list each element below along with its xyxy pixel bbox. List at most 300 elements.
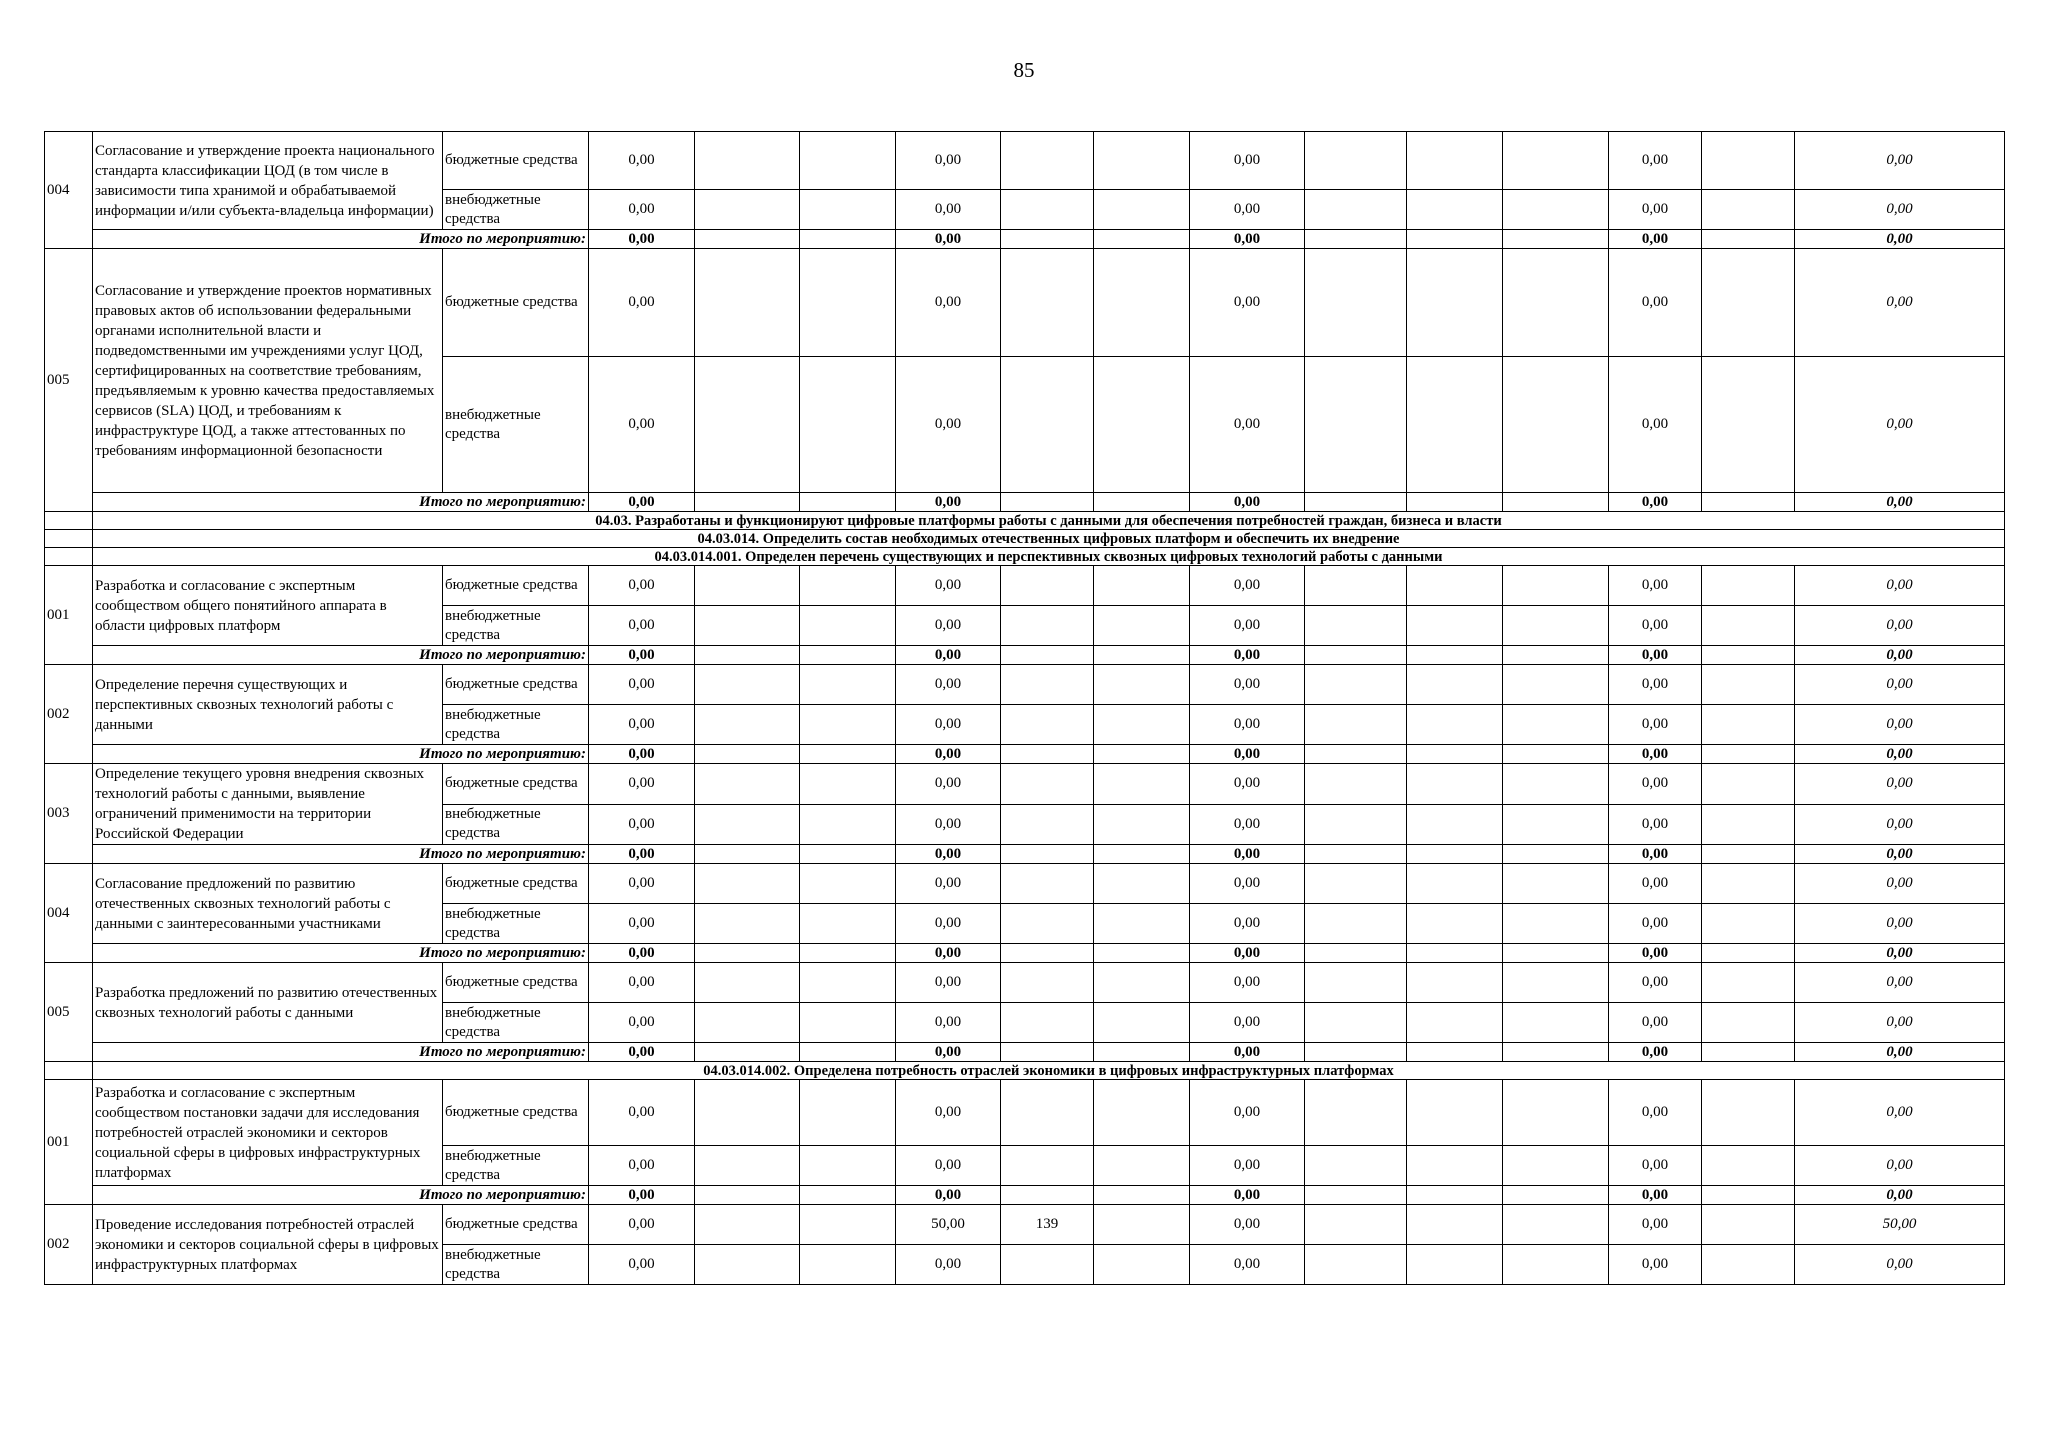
table-row	[45, 132, 2005, 190]
empty-cell	[1001, 493, 1094, 512]
empty-cell	[1094, 944, 1190, 963]
activity-description: Согласование и утверждение проекта национального стандарта классификации ЦОД (в том числе в зависимости типа хранимой и обрабатываемой информации и/или субъекта-владельца информации)	[93, 132, 443, 230]
value-cell: 0,00	[1190, 132, 1305, 190]
table-row	[45, 249, 2005, 357]
row-total-cell: 0,00	[1795, 864, 2005, 904]
empty-cell	[1001, 566, 1094, 606]
total-value-cell: 0,00	[1609, 646, 1702, 665]
value-cell: 0,00	[1609, 1146, 1702, 1186]
empty-cell	[1001, 190, 1094, 230]
total-label: Итого по мероприятию:	[93, 745, 589, 764]
empty-cell	[1305, 1245, 1407, 1285]
empty-cell	[1305, 764, 1407, 805]
row-total-cell: 0,00	[1795, 1146, 2005, 1186]
empty-cell	[1407, 764, 1503, 805]
total-label: Итого по мероприятию:	[93, 493, 589, 512]
empty-cell	[1001, 249, 1094, 357]
empty-cell	[1407, 1186, 1503, 1205]
empty-cell	[1503, 1043, 1609, 1062]
value-cell: 0,00	[896, 357, 1001, 493]
empty-cell	[1407, 646, 1503, 665]
value-cell: 0,00	[896, 1245, 1001, 1285]
empty-cell	[800, 705, 896, 745]
total-value-cell: 0,00	[589, 493, 695, 512]
empty-cell	[1702, 646, 1795, 665]
row-total-cell: 0,00	[1795, 1003, 2005, 1043]
value-cell: 0,00	[1190, 764, 1305, 805]
row-total-cell: 0,00	[1795, 606, 2005, 646]
activity-number: 005	[45, 963, 93, 1062]
empty-cell	[45, 548, 93, 566]
empty-cell	[1001, 1146, 1094, 1186]
empty-cell	[800, 357, 896, 493]
value-cell: 0,00	[1190, 249, 1305, 357]
value-cell: 0,00	[1609, 864, 1702, 904]
value-cell: 0,00	[589, 249, 695, 357]
empty-cell	[695, 646, 800, 665]
empty-cell	[695, 745, 800, 764]
empty-cell	[800, 1245, 896, 1285]
empty-cell	[1094, 705, 1190, 745]
empty-cell	[800, 493, 896, 512]
empty-cell	[1702, 944, 1795, 963]
empty-cell	[695, 493, 800, 512]
value-cell: 0,00	[1190, 665, 1305, 705]
empty-cell	[1407, 493, 1503, 512]
total-row	[45, 646, 2005, 665]
value-cell: 0,00	[589, 963, 695, 1003]
total-value-cell: 0,00	[1190, 1043, 1305, 1062]
value-cell: 0,00	[1609, 357, 1702, 493]
empty-cell	[1702, 190, 1795, 230]
empty-cell	[1001, 963, 1094, 1003]
empty-cell	[1702, 963, 1795, 1003]
value-cell: 0,00	[1609, 1080, 1702, 1146]
empty-cell	[1702, 1245, 1795, 1285]
empty-cell	[1001, 1245, 1094, 1285]
empty-cell	[1305, 249, 1407, 357]
empty-cell	[1702, 249, 1795, 357]
table-row	[45, 566, 2005, 606]
empty-cell	[1503, 944, 1609, 963]
row-total-cell: 0,00	[1795, 804, 2005, 845]
empty-cell	[45, 512, 93, 530]
empty-cell	[1503, 1080, 1609, 1146]
value-cell: 0,00	[896, 249, 1001, 357]
total-value-cell: 0,00	[896, 646, 1001, 665]
section-header: 04.03.014.001. Определен перечень существующих и перспективных сквозных цифровых технологий работы с данными	[93, 548, 2005, 566]
empty-cell	[1305, 1205, 1407, 1245]
funding-source-extrabudget: внебюджетные средства	[443, 1003, 589, 1043]
total-row-total-cell: 0,00	[1795, 646, 2005, 665]
empty-cell	[1094, 1080, 1190, 1146]
value-cell: 0,00	[896, 864, 1001, 904]
empty-cell	[1305, 493, 1407, 512]
total-value-cell: 0,00	[1609, 230, 1702, 249]
empty-cell	[1001, 864, 1094, 904]
total-value-cell: 0,00	[896, 230, 1001, 249]
total-row-total-cell: 0,00	[1795, 944, 2005, 963]
empty-cell	[1094, 493, 1190, 512]
empty-cell	[1407, 963, 1503, 1003]
empty-cell	[1503, 1003, 1609, 1043]
empty-cell	[800, 1043, 896, 1062]
page-number: 85	[1013, 58, 1035, 82]
section-header-row	[45, 530, 2005, 548]
section-header: 04.03.014.002. Определена потребность отраслей экономики в цифровых инфраструктурных платформах	[93, 1062, 2005, 1080]
total-value-cell: 0,00	[1190, 230, 1305, 249]
empty-cell	[1305, 357, 1407, 493]
empty-cell	[1001, 745, 1094, 764]
empty-cell	[800, 944, 896, 963]
empty-cell	[1305, 132, 1407, 190]
total-row	[45, 493, 2005, 512]
funding-source-budget: бюджетные средства	[443, 1205, 589, 1245]
value-cell: 0,00	[896, 804, 1001, 845]
value-cell: 0,00	[1190, 1080, 1305, 1146]
total-row-total-cell: 0,00	[1795, 230, 2005, 249]
empty-cell	[1407, 845, 1503, 864]
empty-cell	[1503, 1186, 1609, 1205]
value-cell: 0,00	[589, 190, 695, 230]
empty-cell	[1702, 230, 1795, 249]
empty-cell	[1001, 904, 1094, 944]
total-value-cell: 0,00	[1190, 493, 1305, 512]
total-row	[45, 745, 2005, 764]
empty-cell	[1407, 705, 1503, 745]
empty-cell	[1503, 606, 1609, 646]
empty-cell	[1407, 357, 1503, 493]
empty-cell	[1094, 764, 1190, 805]
empty-cell	[1305, 963, 1407, 1003]
total-value-cell: 0,00	[1609, 493, 1702, 512]
value-cell: 0,00	[896, 963, 1001, 1003]
total-value-cell: 0,00	[1190, 745, 1305, 764]
total-row	[45, 944, 2005, 963]
value-cell: 0,00	[589, 1080, 695, 1146]
empty-cell	[800, 646, 896, 665]
empty-cell	[1094, 1205, 1190, 1245]
empty-cell	[1503, 190, 1609, 230]
empty-cell	[1305, 230, 1407, 249]
total-row	[45, 1186, 2005, 1205]
empty-cell	[1305, 904, 1407, 944]
funding-source-extrabudget: внебюджетные средства	[443, 904, 589, 944]
empty-cell	[695, 845, 800, 864]
value-cell: 0,00	[1609, 665, 1702, 705]
total-value-cell: 0,00	[1609, 944, 1702, 963]
empty-cell	[695, 1146, 800, 1186]
value-cell: 0,00	[896, 132, 1001, 190]
empty-cell	[800, 1205, 896, 1245]
empty-cell	[800, 1186, 896, 1205]
value-cell: 0,00	[1609, 1205, 1702, 1245]
total-value-cell: 0,00	[589, 646, 695, 665]
total-value-cell: 0,00	[1190, 944, 1305, 963]
funding-source-extrabudget: внебюджетные средства	[443, 606, 589, 646]
empty-cell	[800, 665, 896, 705]
empty-cell	[1702, 745, 1795, 764]
empty-cell	[1094, 904, 1190, 944]
empty-cell	[1001, 1043, 1094, 1062]
empty-cell	[1503, 646, 1609, 665]
empty-cell	[1001, 646, 1094, 665]
value-cell: 0,00	[1609, 904, 1702, 944]
empty-cell	[1407, 230, 1503, 249]
empty-cell	[800, 566, 896, 606]
row-total-cell: 0,00	[1795, 1080, 2005, 1146]
empty-cell	[1094, 1003, 1190, 1043]
empty-cell	[1094, 845, 1190, 864]
total-label: Итого по мероприятию:	[93, 646, 589, 665]
value-cell: 0,00	[1190, 606, 1305, 646]
funding-source-budget: бюджетные средства	[443, 566, 589, 606]
empty-cell	[1407, 944, 1503, 963]
value-cell: 0,00	[589, 566, 695, 606]
value-cell: 0,00	[896, 764, 1001, 805]
empty-cell	[695, 249, 800, 357]
empty-cell	[1305, 566, 1407, 606]
empty-cell	[800, 963, 896, 1003]
value-cell: 0,00	[896, 566, 1001, 606]
value-cell: 0,00	[589, 606, 695, 646]
empty-cell	[1094, 566, 1190, 606]
empty-cell	[1503, 804, 1609, 845]
empty-cell	[1094, 646, 1190, 665]
total-value-cell: 0,00	[896, 745, 1001, 764]
empty-cell	[1094, 606, 1190, 646]
total-value-cell: 0,00	[896, 493, 1001, 512]
value-cell: 0,00	[589, 1245, 695, 1285]
value-cell: 0,00	[896, 904, 1001, 944]
empty-cell	[800, 132, 896, 190]
value-cell: 0,00	[896, 606, 1001, 646]
empty-cell	[1407, 1245, 1503, 1285]
empty-cell	[695, 566, 800, 606]
total-value-cell: 0,00	[589, 745, 695, 764]
table-row	[45, 864, 2005, 904]
empty-cell	[1702, 132, 1795, 190]
empty-cell	[1001, 132, 1094, 190]
empty-cell	[1094, 190, 1190, 230]
total-label: Итого по мероприятию:	[93, 1043, 589, 1062]
empty-cell	[1503, 904, 1609, 944]
empty-cell	[1001, 804, 1094, 845]
empty-cell	[1305, 1146, 1407, 1186]
empty-cell	[1407, 864, 1503, 904]
empty-cell	[1001, 606, 1094, 646]
empty-cell	[1702, 904, 1795, 944]
empty-cell	[695, 665, 800, 705]
activity-number: 001	[45, 1080, 93, 1205]
funding-source-extrabudget: внебюджетные средства	[443, 705, 589, 745]
value-cell: 0,00	[896, 665, 1001, 705]
empty-cell	[1503, 845, 1609, 864]
value-cell: 0,00	[896, 1080, 1001, 1146]
value-cell: 0,00	[589, 665, 695, 705]
empty-cell	[1094, 1146, 1190, 1186]
financing-table	[44, 131, 2005, 1285]
empty-cell	[45, 530, 93, 548]
value-cell: 0,00	[589, 764, 695, 805]
empty-cell	[1407, 1043, 1503, 1062]
activity-number: 002	[45, 1205, 93, 1285]
activity-description: Определение перечня существующих и перспективных сквозных технологий работы с данными	[93, 665, 443, 745]
row-total-cell: 0,00	[1795, 963, 2005, 1003]
activity-description: Определение текущего уровня внедрения сквозных технологий работы с данными, выявление ограничений применимости на территории Российской Федерации	[93, 764, 443, 845]
empty-cell	[1407, 904, 1503, 944]
empty-cell	[1702, 705, 1795, 745]
empty-cell	[695, 1003, 800, 1043]
value-cell: 0,00	[1609, 606, 1702, 646]
empty-cell	[695, 963, 800, 1003]
empty-cell	[1094, 963, 1190, 1003]
activity-description: Проведение исследования потребностей отраслей экономики и секторов социальной сферы в цифровых инфраструктурных платформах	[93, 1205, 443, 1285]
empty-cell	[1305, 705, 1407, 745]
value-cell: 0,00	[1609, 132, 1702, 190]
empty-cell	[1001, 1080, 1094, 1146]
value-cell: 0,00	[589, 904, 695, 944]
empty-cell	[1094, 230, 1190, 249]
total-value-cell: 0,00	[1609, 1186, 1702, 1205]
funding-source-budget: бюджетные средства	[443, 1080, 589, 1146]
total-value-cell: 0,00	[589, 845, 695, 864]
empty-cell	[695, 804, 800, 845]
empty-cell	[695, 705, 800, 745]
table-row	[45, 764, 2005, 805]
empty-cell	[1305, 1043, 1407, 1062]
section-header: 04.03.014. Определить состав необходимых отечественных цифровых платформ и обеспечить их внедрение	[93, 530, 2005, 548]
row-total-cell: 0,00	[1795, 249, 2005, 357]
empty-cell	[1702, 864, 1795, 904]
total-label: Итого по мероприятию:	[93, 845, 589, 864]
empty-cell	[1001, 1003, 1094, 1043]
value-cell: 0,00	[896, 705, 1001, 745]
empty-cell	[1503, 705, 1609, 745]
empty-cell	[1702, 493, 1795, 512]
empty-cell	[1702, 1205, 1795, 1245]
funding-source-extrabudget: внебюджетные средства	[443, 1245, 589, 1285]
table-row	[45, 963, 2005, 1003]
empty-cell	[800, 804, 896, 845]
value-cell: 0,00	[1190, 1245, 1305, 1285]
total-row-total-cell: 0,00	[1795, 1186, 2005, 1205]
value-cell: 0,00	[1190, 705, 1305, 745]
row-total-cell: 0,00	[1795, 190, 2005, 230]
funding-source-extrabudget: внебюджетные средства	[443, 190, 589, 230]
total-value-cell: 0,00	[896, 944, 1001, 963]
empty-cell	[695, 1186, 800, 1205]
section-header-row	[45, 548, 2005, 566]
activity-number: 003	[45, 764, 93, 864]
value-cell: 0,00	[589, 864, 695, 904]
activity-description: Согласование предложений по развитию отечественных сквозных технологий работы с данными с заинтересованными участниками	[93, 864, 443, 944]
empty-cell	[1407, 745, 1503, 764]
value-cell: 0,00	[1609, 1245, 1702, 1285]
row-total-cell: 0,00	[1795, 357, 2005, 493]
activity-number: 004	[45, 132, 93, 249]
empty-cell	[695, 944, 800, 963]
total-row-total-cell: 0,00	[1795, 745, 2005, 764]
empty-cell	[1001, 705, 1094, 745]
empty-cell	[1702, 1146, 1795, 1186]
row-total-cell: 0,00	[1795, 132, 2005, 190]
total-row	[45, 845, 2005, 864]
activity-number: 001	[45, 566, 93, 665]
value-cell: 0,00	[1609, 566, 1702, 606]
activity-number: 002	[45, 665, 93, 764]
empty-cell	[1503, 764, 1609, 805]
empty-cell	[1407, 249, 1503, 357]
empty-cell	[1305, 646, 1407, 665]
empty-cell	[695, 230, 800, 249]
value-cell: 0,00	[1190, 190, 1305, 230]
total-label: Итого по мероприятию:	[93, 1186, 589, 1205]
row-total-cell: 0,00	[1795, 665, 2005, 705]
empty-cell	[1001, 230, 1094, 249]
table-row	[45, 1205, 2005, 1245]
empty-cell	[1094, 745, 1190, 764]
value-cell: 0,00	[589, 1205, 695, 1245]
total-row	[45, 1043, 2005, 1062]
value-cell: 0,00	[1190, 963, 1305, 1003]
empty-cell	[1702, 665, 1795, 705]
value-cell: 0,00	[589, 804, 695, 845]
empty-cell	[1503, 864, 1609, 904]
value-cell: 0,00	[896, 1003, 1001, 1043]
empty-cell	[1503, 665, 1609, 705]
empty-cell	[800, 1003, 896, 1043]
funding-source-extrabudget: внебюджетные средства	[443, 357, 589, 493]
value-cell: 0,00	[1609, 764, 1702, 805]
empty-cell	[1305, 944, 1407, 963]
empty-cell	[1407, 1003, 1503, 1043]
value-cell: 0,00	[1609, 190, 1702, 230]
value-cell: 50,00	[1795, 1205, 2005, 1245]
empty-cell	[1407, 1205, 1503, 1245]
empty-cell	[800, 904, 896, 944]
value-cell: 0,00	[1190, 566, 1305, 606]
total-value-cell: 0,00	[1190, 646, 1305, 665]
total-row	[45, 230, 2005, 249]
value-cell: 0,00	[1609, 1003, 1702, 1043]
table-body	[45, 132, 2005, 1285]
empty-cell	[800, 230, 896, 249]
total-value-cell: 0,00	[1190, 845, 1305, 864]
empty-cell	[800, 1146, 896, 1186]
empty-cell	[1407, 190, 1503, 230]
empty-cell	[1407, 1146, 1503, 1186]
empty-cell	[1407, 566, 1503, 606]
total-label: Итого по мероприятию:	[93, 230, 589, 249]
empty-cell	[1001, 1186, 1094, 1205]
empty-cell	[695, 1080, 800, 1146]
total-value-cell: 0,00	[589, 1043, 695, 1062]
total-value-cell: 0,00	[589, 944, 695, 963]
empty-cell	[1503, 1245, 1609, 1285]
empty-cell	[1001, 357, 1094, 493]
total-value-cell: 0,00	[1609, 1043, 1702, 1062]
empty-cell	[800, 845, 896, 864]
activity-description: Разработка предложений по развитию отечественных сквозных технологий работы с данными	[93, 963, 443, 1043]
table-row	[45, 665, 2005, 705]
value-cell: 139	[1001, 1205, 1094, 1245]
empty-cell	[800, 606, 896, 646]
funding-source-budget: бюджетные средства	[443, 249, 589, 357]
empty-cell	[695, 1245, 800, 1285]
empty-cell	[695, 132, 800, 190]
section-header-row	[45, 1062, 2005, 1080]
